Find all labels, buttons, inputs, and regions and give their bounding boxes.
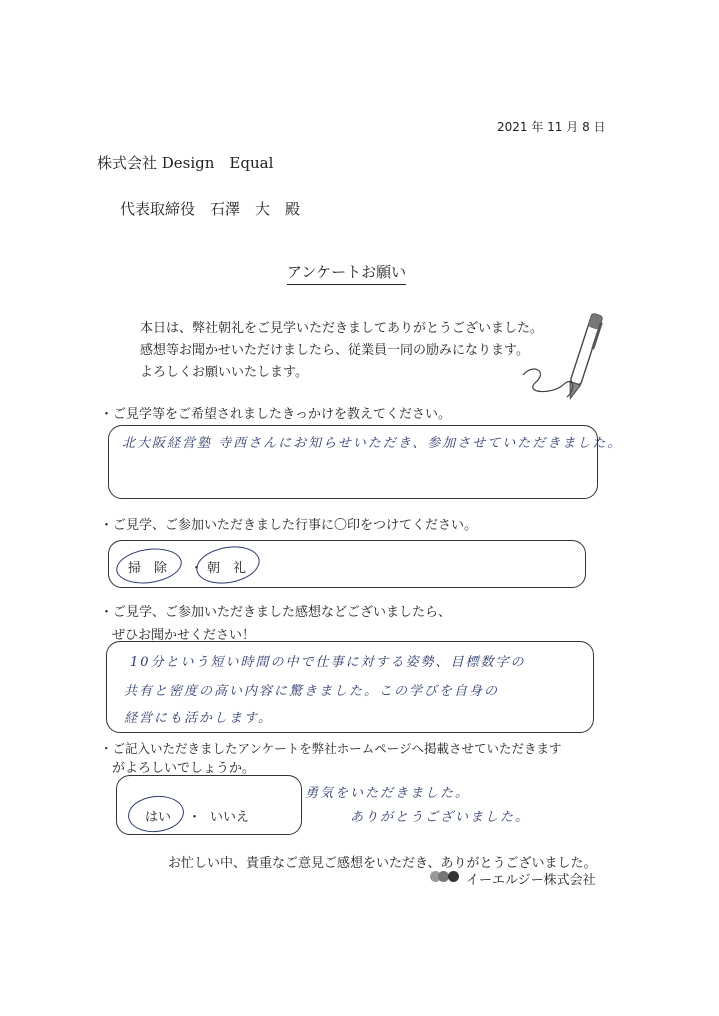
q4-comment-line-2: ありがとうございました。 <box>350 810 531 825</box>
q1-answer: 北大阪経営塾 寺西さんにお知らせいただき、参加させていただきました。 <box>122 436 623 451</box>
intro-line-3: よろしくお願いいたします。 <box>140 365 308 380</box>
q3-question-line-1: ・ご見学、ご参加いただきました感想などございましたら、 <box>100 605 452 620</box>
q2-option-cleaning: 掃 除 <box>128 561 168 576</box>
date: 2021 年 11 月 8 日 <box>497 120 606 134</box>
intro-line-1: 本日は、弊社朝礼をご見学いただきましてありがとうございました。 <box>140 321 544 336</box>
q2-option-morning-meeting: 朝 礼 <box>207 561 247 576</box>
page-title: アンケートお願い <box>287 261 406 285</box>
q4-option-separator: ・ <box>188 810 202 825</box>
q2-option-separator: ・ <box>190 561 204 576</box>
q4-comment-line-1: 勇気をいただきました。 <box>305 786 471 801</box>
q3-answer-line-2: 共有と密度の高い内容に驚きました。この学びを自身の <box>124 684 500 699</box>
q3-answer-line-3: 経営にも活かします。 <box>124 711 273 726</box>
q3-answer-line-1: 10分という短い時間の中で仕事に対する姿勢、目標数字の <box>130 655 526 670</box>
q3-question-line-2: ぜひお聞かせください！ <box>112 628 256 643</box>
q4-question-line-2: がよろしいでしょうか。 <box>112 761 256 776</box>
q4-option-no: いいえ <box>210 810 250 825</box>
intro-line-2: 感想等お聞かせいただけましたら、従業員一同の励みになります。 <box>140 343 529 358</box>
company-footer: イーエルジー株式会社 <box>466 873 596 888</box>
recipient-company: 株式会社 Design Equal <box>97 154 274 172</box>
q4-option-yes: はい <box>145 810 172 825</box>
closing-message: お忙しい中、貴重なご意見ご感想をいただき、ありがとうございました。 <box>168 856 597 871</box>
q2-question: ・ご見学、ご参加いただきました行事に〇印をつけてください。 <box>100 518 478 533</box>
recipient-person: 代表取締役 石澤 大 殿 <box>120 200 301 218</box>
company-logo <box>430 871 459 882</box>
q1-question: ・ご見学等をご希望されましたきっかけを教えてください。 <box>100 407 452 422</box>
logo-dot-dark-icon <box>448 871 459 882</box>
q4-question-line-1: ・ご記入いただきましたアンケートを弊社ホームページへ掲載させていただきます <box>100 741 562 756</box>
pen-illustration-icon <box>515 305 610 415</box>
